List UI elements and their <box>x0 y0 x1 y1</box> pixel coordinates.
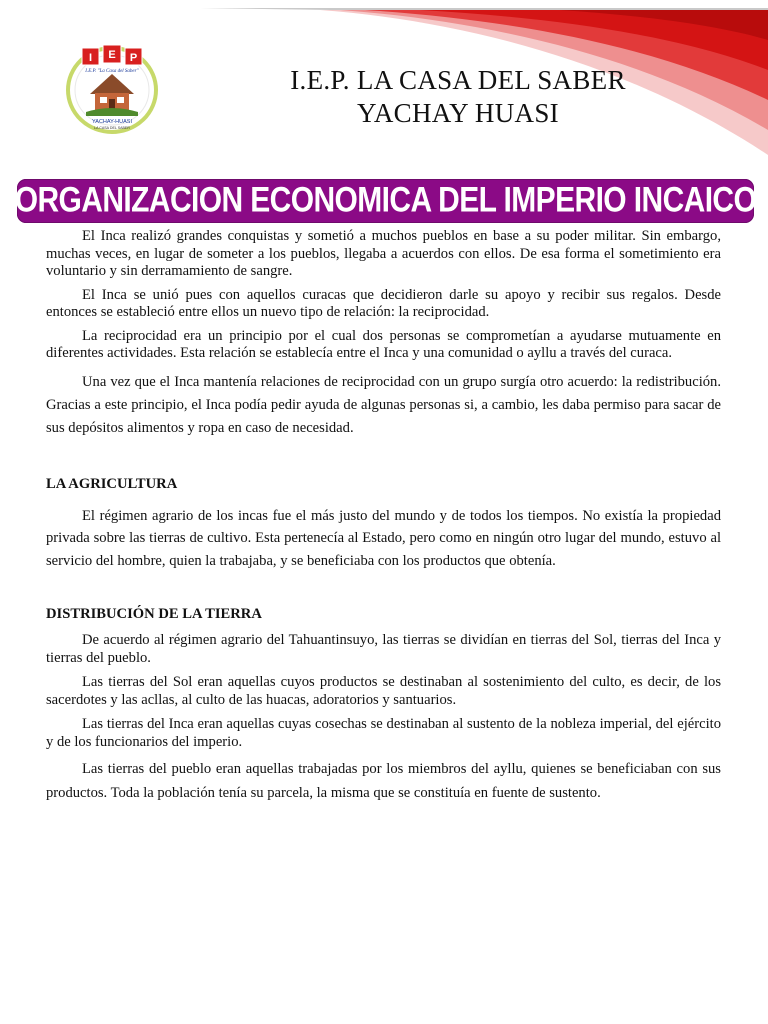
logo-ring-text: I.E.P. "La Casa del Saber" <box>85 69 139 74</box>
intro-paragraph-1: El Inca realizó grandes conquistas y sometió a muchos pueblos en base a su poder militar. Sin embargo, muchas veces, en lugar de someter a los pueblos, llegaba a acuerdos con ellos. De esa forma el sometimiento era voluntario y sin derramamiento de sangre. <box>46 228 721 279</box>
school-name-line2: YACHAY HUASI <box>357 98 559 128</box>
logo-bottom-text: YACHAY-HUASI <box>92 119 132 125</box>
land-paragraph-4: Las tierras del pueblo eran aquellas trabajadas por los miembros del ayllu, quienes se beneficiaban con sus productos. Toda la población tenía su parcela, la misma que se constituía en fuente de sustento. <box>46 761 721 801</box>
intro-paragraph-3: La reciprocidad era un principio por el cual dos personas se comprometían a ayudarse mutuamente en diferentes actividades. Esta relación se establecía entre el Inca y una comunidad o ayllu a través del curaca. <box>46 327 721 361</box>
school-name-line1: I.E.P. LA CASA DEL SABER <box>290 65 626 95</box>
land-distribution-heading: DISTRIBUCIÓN DE LA TIERRA <box>46 606 262 622</box>
logo-motto: LA CASA DEL SABER <box>94 126 130 130</box>
land-paragraph-1: De acuerdo al régimen agrario del Tahuantinsuyo, las tierras se dividían en tierras del Sol, tierras del Inca y tierras del pueblo. <box>46 632 721 666</box>
school-title <box>200 64 716 130</box>
logo-badge-p: P <box>129 52 138 64</box>
logo-badge-e: E <box>108 49 116 61</box>
intro-paragraph-2: El Inca se unió pues con aquellos curacas que decidieron darle su apoyo y recibir sus regalos. Desde entonces se estableció entre ellos un nuevo tipo de relación: la reciprocidad. <box>46 286 721 320</box>
logo-badge-i: I <box>88 52 93 64</box>
agriculture-heading: LA AGRICULTURA <box>46 475 178 492</box>
intro-paragraph-4: Una vez que el Inca mantenía relaciones de reciprocidad con un grupo surgía otro acuerdo: la redistribución. Gracias a este principio, el Inca podía pedir ayuda de algunas personas si, a cambio, les daba permiso para sacar de sus depósitos alimentos y ropa en caso de necesidad. <box>46 373 721 436</box>
agriculture-paragraph: El régimen agrario de los incas fue el más justo del mundo y de todos los tiempos. No existía la propiedad privada sobre las tierras de cultivo. Esta pertenecía al Estado, pero como en ningún otro lugar del mundo, estuvo al servicio del hombre, quien la trabajaba, y se beneficiaba con los productos que obtenía. <box>46 507 721 569</box>
document-title: ORGANIZACION ECONOMICA DEL IMPERIO INCAICO <box>14 180 757 220</box>
document-title-banner <box>14 179 757 223</box>
document-body <box>46 228 721 805</box>
land-paragraph-3: Las tierras del Inca eran aquellas cuyas cosechas se destinaban al sustento de la nobleza imperial, del ejército y de los funcionarios del imperio. <box>46 716 721 750</box>
school-logo <box>66 44 158 134</box>
land-paragraph-2: Las tierras del Sol eran aquellas cuyos productos se destinaban al sostenimiento del culto, es decir, de los sacerdotes y las acllas, al culto de las huacas, adoratorios y santuarios. <box>46 674 721 708</box>
